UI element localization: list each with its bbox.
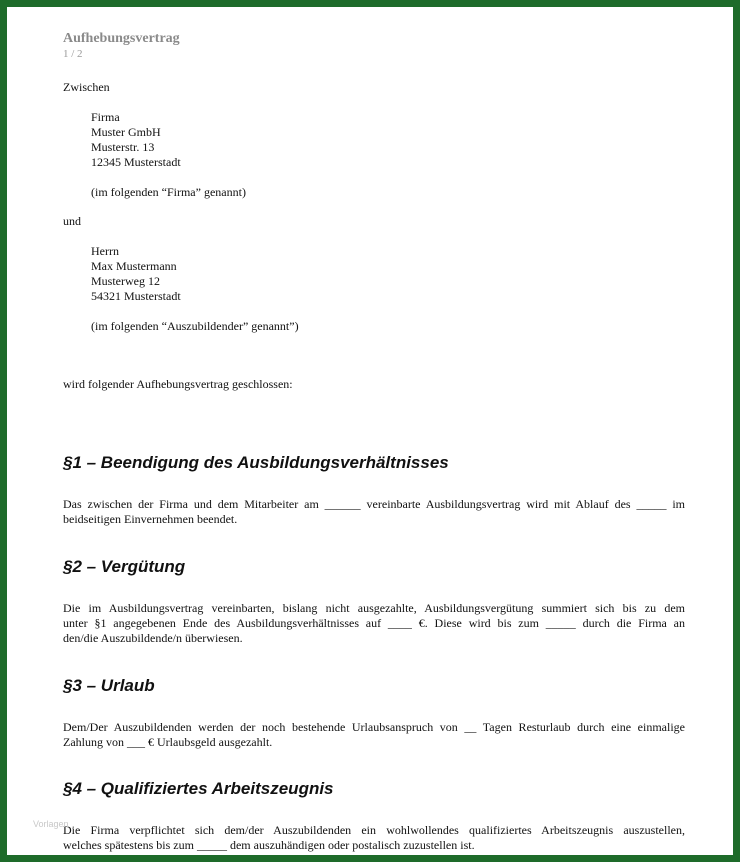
document-title: Aufhebungsvertrag: [63, 31, 180, 46]
paragraph-line: welches spätestens bis zum _____ dem auszuhändigen oder postalisch zuzustellen ist.: [63, 838, 475, 852]
section-paragraph: [63, 823, 685, 853]
company-line: Firma: [91, 110, 120, 124]
person-line: Max Mustermann: [91, 259, 177, 273]
and-label: und: [63, 214, 81, 228]
paragraph-line: Die im Ausbildungsvertrag vereinbarten, bislang nicht ausgezahlte, Ausbildungsvergütung summiert sich bis zu dem: [63, 601, 685, 615]
paragraph-line: den/die Auszubildende/n überwiesen.: [63, 631, 243, 645]
paragraph-line: unter §1 angegebenen Ende des Ausbildungsverhältnisses auf ____ €. Diese wird bis zum _____ durch die Firma an: [63, 616, 685, 630]
section-heading: §4 – Qualifiziertes Arbeitszeugnis: [63, 779, 334, 798]
paragraph-line: Die Firma verpflichtet sich dem/der Auszubildenden ein wohlwollendes qualifiziertes Arbeitszeugnis auszustellen,: [63, 823, 685, 837]
watermark: Vorlagen: [33, 819, 69, 829]
section-heading: §1 – Beendigung des Ausbildungsverhältnisses: [63, 453, 449, 472]
company-alias: (im folgenden “Firma” genannt): [91, 185, 246, 199]
section-paragraph: [63, 601, 685, 646]
paragraph-line: Dem/Der Auszubildenden werden der noch bestehende Urlaubsanspruch von __ Tagen Resturlaub durch eine einmalige: [63, 720, 685, 734]
paragraph-line: Das zwischen der Firma und dem Mitarbeiter am ______ vereinbarte Ausbildungsvertrag wird mit Ablauf des _____ im: [63, 497, 685, 511]
section-heading: §3 – Urlaub: [63, 676, 155, 695]
company-line: Musterstr. 13: [91, 140, 155, 154]
page-indicator: 1 / 2: [63, 48, 83, 60]
between-label: Zwischen: [63, 80, 110, 94]
person-line: 54321 Musterstadt: [91, 289, 181, 303]
person-line: Herrn: [91, 244, 119, 258]
section-heading: §2 – Vergütung: [63, 557, 186, 576]
section-paragraph: [63, 497, 685, 527]
intro-text: wird folgender Aufhebungsvertrag geschlossen:: [63, 377, 293, 391]
section-paragraph: [63, 720, 685, 750]
document-page: [7, 7, 733, 855]
paragraph-line: beidseitigen Einvernehmen beendet.: [63, 512, 238, 526]
company-line: 12345 Musterstadt: [91, 155, 181, 169]
company-line: Muster GmbH: [91, 125, 161, 139]
person-alias: (im folgenden “Auszubildender” genannt”): [91, 319, 299, 333]
person-line: Musterweg 12: [91, 274, 160, 288]
paragraph-line: Zahlung von ___ € Urlaubsgeld ausgezahlt.: [63, 735, 273, 749]
